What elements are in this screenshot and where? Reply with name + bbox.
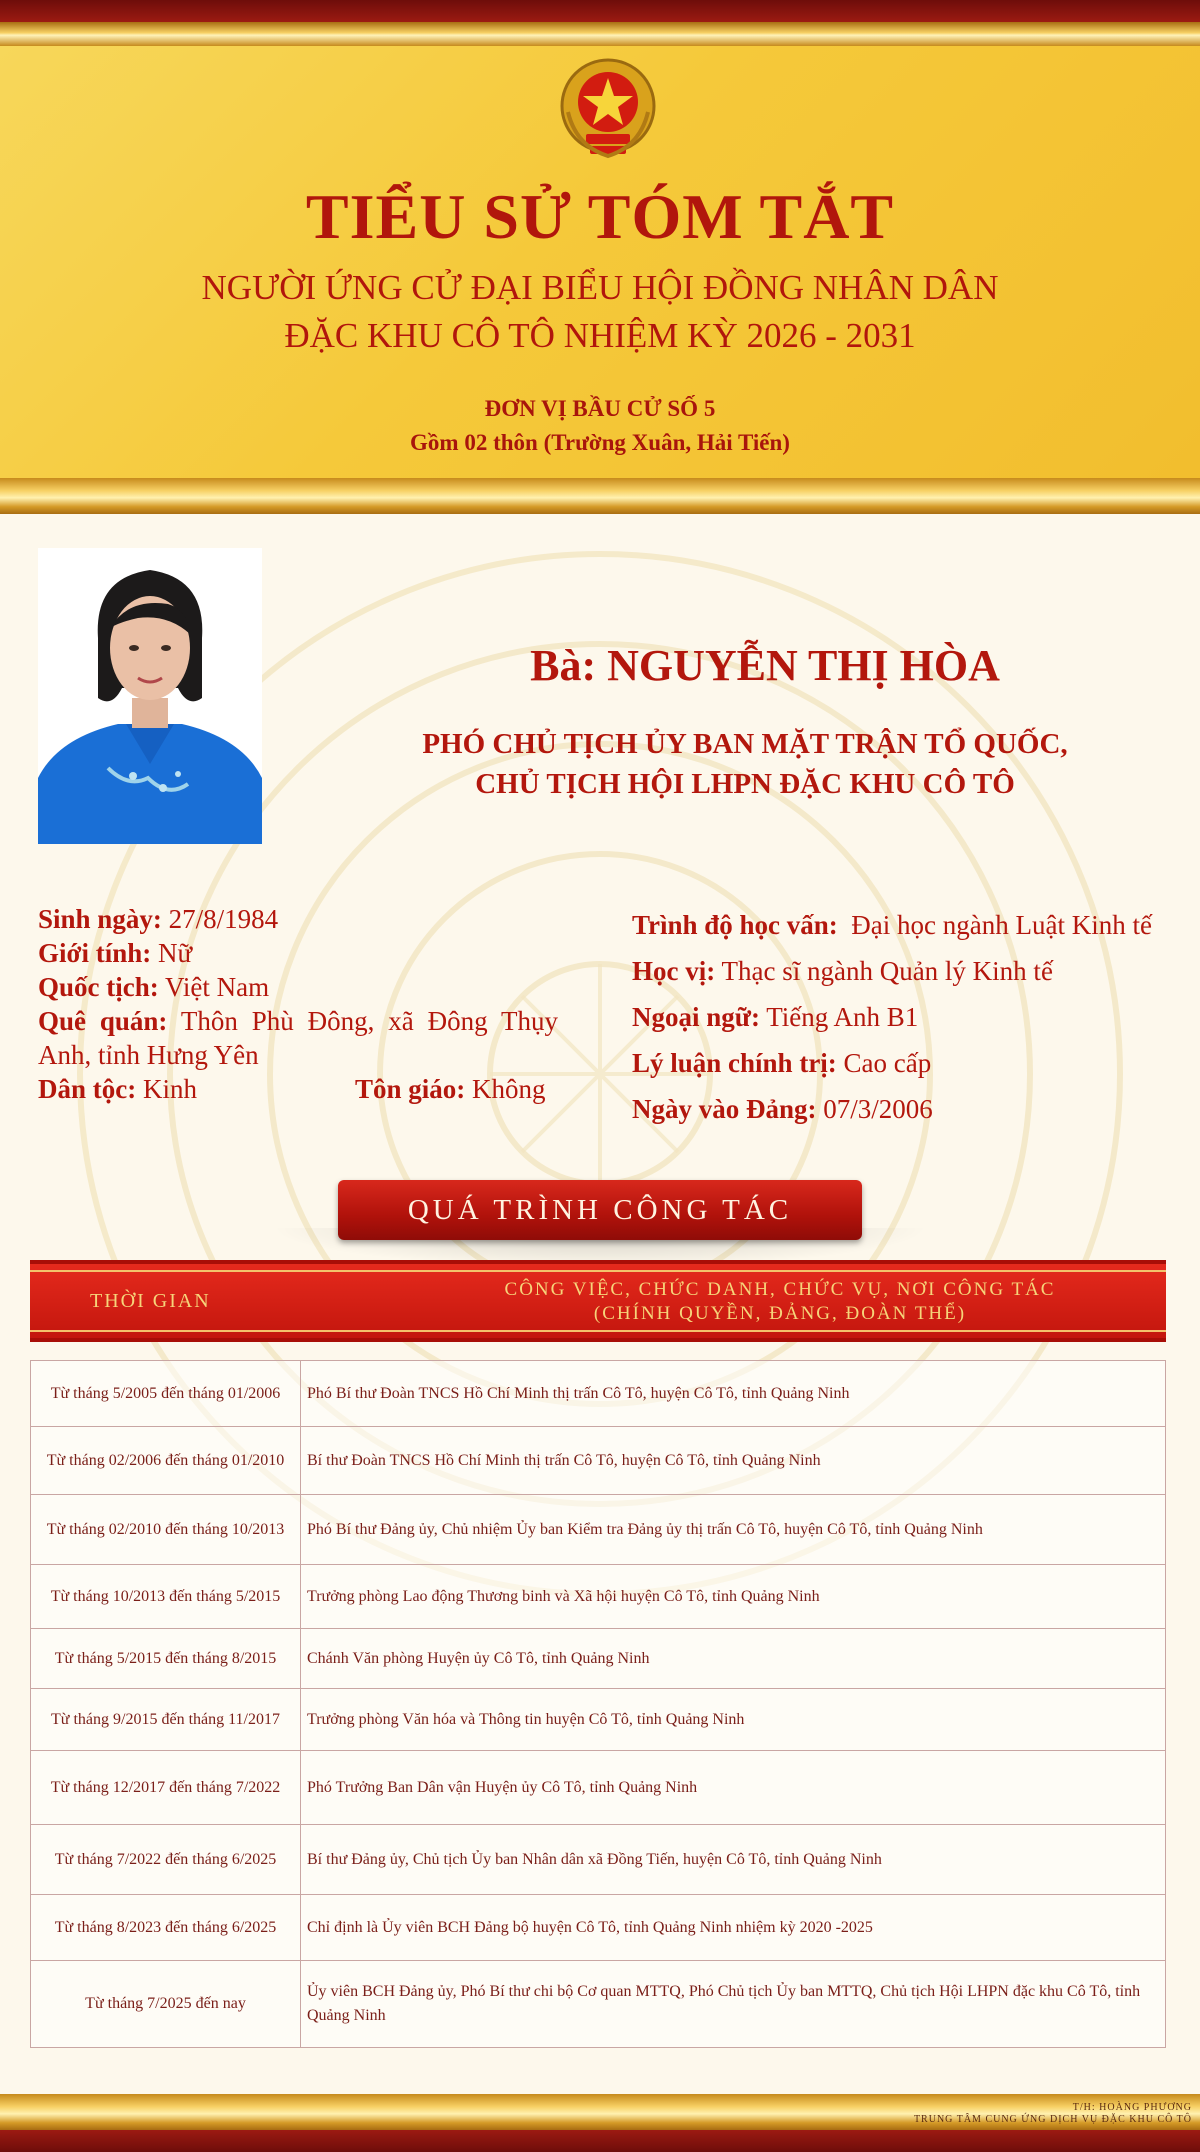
politics-label: Lý luận chính trị: [632, 1048, 837, 1078]
cell-time: Từ tháng 7/2022 đến tháng 6/2025 [31, 1825, 301, 1894]
religion-label: Tôn giáo: [355, 1074, 466, 1104]
table-row [31, 1689, 1165, 1751]
language-value: Tiếng Anh B1 [766, 1002, 919, 1032]
dob-value: 27/8/1984 [168, 904, 279, 934]
cell-time: Từ tháng 10/2013 đến tháng 5/2015 [31, 1565, 301, 1628]
column-header-time: THỜI GIAN [90, 1290, 211, 1312]
dob-row [38, 902, 568, 936]
subtitle-line-2: ĐẶC KHU CÔ TÔ NHIỆM KỲ 2026 - 2031 [284, 316, 916, 355]
candidate-portrait [38, 548, 262, 844]
language-row [632, 1000, 1192, 1046]
politics-row [632, 1046, 1192, 1092]
candidate-position-line-2: CHỦ TỊCH HỘI LHPN ĐẶC KHU CÔ TÔ [475, 768, 1015, 800]
column-header-job-line-1: CÔNG VIỆC, CHỨC DANH, CHỨC VỤ, NƠI CÔNG TÁC [504, 1279, 1056, 1300]
party-label: Ngày vào Đảng: [632, 1094, 817, 1124]
cell-time: Từ tháng 5/2015 đến tháng 8/2015 [31, 1629, 301, 1688]
page-title: TIỂU SỬ TÓM TẮT [305, 181, 895, 252]
degree-label: Học vị: [632, 956, 716, 986]
education-value: Đại học ngành Luật Kinh tế [851, 910, 1152, 940]
gender-row [38, 936, 568, 970]
table-row [31, 1427, 1165, 1495]
table-row [31, 1565, 1165, 1629]
dob-label: Sinh ngày: [38, 904, 162, 934]
subtitle-line-1: NGƯỜI ỨNG CỬ ĐẠI BIỂU HỘI ĐỒNG NHÂN DÂN [201, 268, 999, 307]
work-history-table-header [30, 1260, 1166, 1342]
cell-time: Từ tháng 7/2025 đến nay [31, 1961, 301, 2047]
ethnicity-label: Dân tộc: [38, 1074, 137, 1104]
cell-time: Từ tháng 02/2006 đến tháng 01/2010 [31, 1427, 301, 1494]
cell-job: Bí thư Đoàn TNCS Hồ Chí Minh thị trấn Cô Tô, huyện Cô Tô, tỉnh Quảng Ninh [307, 1451, 821, 1469]
cell-job: Phó Bí thư Đảng ủy, Chủ nhiệm Ủy ban Kiểm tra Đảng ủy thị trấn Cô Tô, huyện Cô Tô, tỉnh Quảng Ninh [307, 1520, 983, 1538]
nationality-row [38, 970, 568, 1004]
section-title: QUÁ TRÌNH CÔNG TÁC [338, 1180, 862, 1240]
education-info [632, 908, 1192, 1138]
degree-value: Thạc sĩ ngành Quản lý Kinh tế [721, 956, 1053, 986]
table-row [31, 1825, 1165, 1895]
ethnicity-value: Kinh [142, 1074, 197, 1104]
politics-value: Cao cấp [843, 1048, 932, 1078]
footer-red-border [0, 2130, 1200, 2152]
cell-job: Chánh Văn phòng Huyện ủy Cô Tô, tỉnh Quảng Ninh [307, 1649, 650, 1667]
column-header-job [410, 1278, 1150, 1326]
national-emblem-icon [556, 56, 660, 164]
table-row [31, 1895, 1165, 1961]
candidate-position-line-1: PHÓ CHỦ TỊCH ỦY BAN MẶT TRẬN TỔ QUỐC, [422, 728, 1068, 760]
table-row [31, 1361, 1165, 1427]
gender-value: Nữ [157, 938, 193, 968]
top-red-border [0, 0, 1200, 22]
cell-job: Trưởng phòng Văn hóa và Thông tin huyện Cô Tô, tỉnh Quảng Ninh [307, 1710, 745, 1728]
cell-job: Ủy viên BCH Đảng ủy, Phó Bí thư chi bộ Cơ quan MTTQ, Phó Chủ tịch Ủy ban MTTQ, Chủ tịch Hội LHPN đặc khu Cô Tô, tỉnh Quảng Ninh [307, 1983, 1141, 2024]
table-row [31, 1495, 1165, 1565]
table-row [31, 1751, 1165, 1825]
language-label: Ngoại ngữ: [632, 1002, 760, 1032]
hometown-value: Thôn Phù Đông, xã Đông Thụy Anh, tỉnh Hưng Yên [38, 1006, 559, 1070]
party-value: 07/3/2006 [823, 1094, 933, 1124]
credit-author: T/H: HOÀNG PHƯƠNG [1072, 2102, 1192, 2113]
electoral-unit: ĐƠN VỊ BẦU CỬ SỐ 5 [484, 396, 716, 421]
cell-time: Từ tháng 12/2017 đến tháng 7/2022 [31, 1751, 301, 1824]
nationality-label: Quốc tịch: [38, 972, 159, 1002]
header-gold-border [0, 478, 1200, 514]
cell-job: Bí thư Đảng ủy, Chủ tịch Ủy ban Nhân dân xã Đồng Tiến, huyện Cô Tô, tỉnh Quảng Ninh [307, 1850, 882, 1868]
candidate-name: Bà: NGUYỄN THỊ HÒA [530, 641, 1000, 690]
cell-time: Từ tháng 9/2015 đến tháng 11/2017 [31, 1689, 301, 1750]
gender-label: Giới tính: [38, 938, 152, 968]
electoral-unit-villages: Gồm 02 thôn (Trường Xuân, Hải Tiến) [410, 430, 790, 455]
religion-value: Không [472, 1074, 546, 1104]
cell-time: Từ tháng 8/2023 đến tháng 6/2025 [31, 1895, 301, 1960]
credit-organization: TRUNG TÂM CUNG ỨNG DỊCH VỤ ĐẶC KHU CÔ TÔ [913, 2114, 1192, 2125]
table-row [31, 1961, 1165, 2047]
education-label: Trình độ học vấn: [632, 910, 838, 940]
education-row [632, 908, 1192, 954]
party-row [632, 1092, 1192, 1138]
degree-row [632, 954, 1192, 1000]
cell-job: Phó Trưởng Ban Dân vận Huyện ủy Cô Tô, tỉnh Quảng Ninh [307, 1778, 698, 1796]
cell-time: Từ tháng 02/2010 đến tháng 10/2013 [31, 1495, 301, 1564]
cell-job: Trưởng phòng Lao động Thương binh và Xã hội huyện Cô Tô, tỉnh Quảng Ninh [307, 1587, 820, 1605]
work-history-table [30, 1360, 1166, 2048]
hometown-label: Quê quán: [38, 1006, 168, 1036]
cell-time: Từ tháng 5/2005 đến tháng 01/2006 [31, 1361, 301, 1426]
cell-job: Chỉ định là Ủy viên BCH Đảng bộ huyện Cô Tô, tỉnh Quảng Ninh nhiệm kỳ 2020 -2025 [307, 1918, 873, 1936]
top-gold-border [0, 22, 1200, 46]
nationality-value: Việt Nam [165, 972, 270, 1002]
table-row [31, 1629, 1165, 1689]
religion-row [355, 1074, 546, 1105]
cell-job: Phó Bí thư Đoàn TNCS Hồ Chí Minh thị trấn Cô Tô, huyện Cô Tô, tỉnh Quảng Ninh [307, 1384, 850, 1402]
column-header-job-line-2: (CHÍNH QUYỀN, ĐẢNG, ĐOÀN THỂ) [593, 1303, 967, 1324]
hometown-row [38, 1004, 558, 1072]
